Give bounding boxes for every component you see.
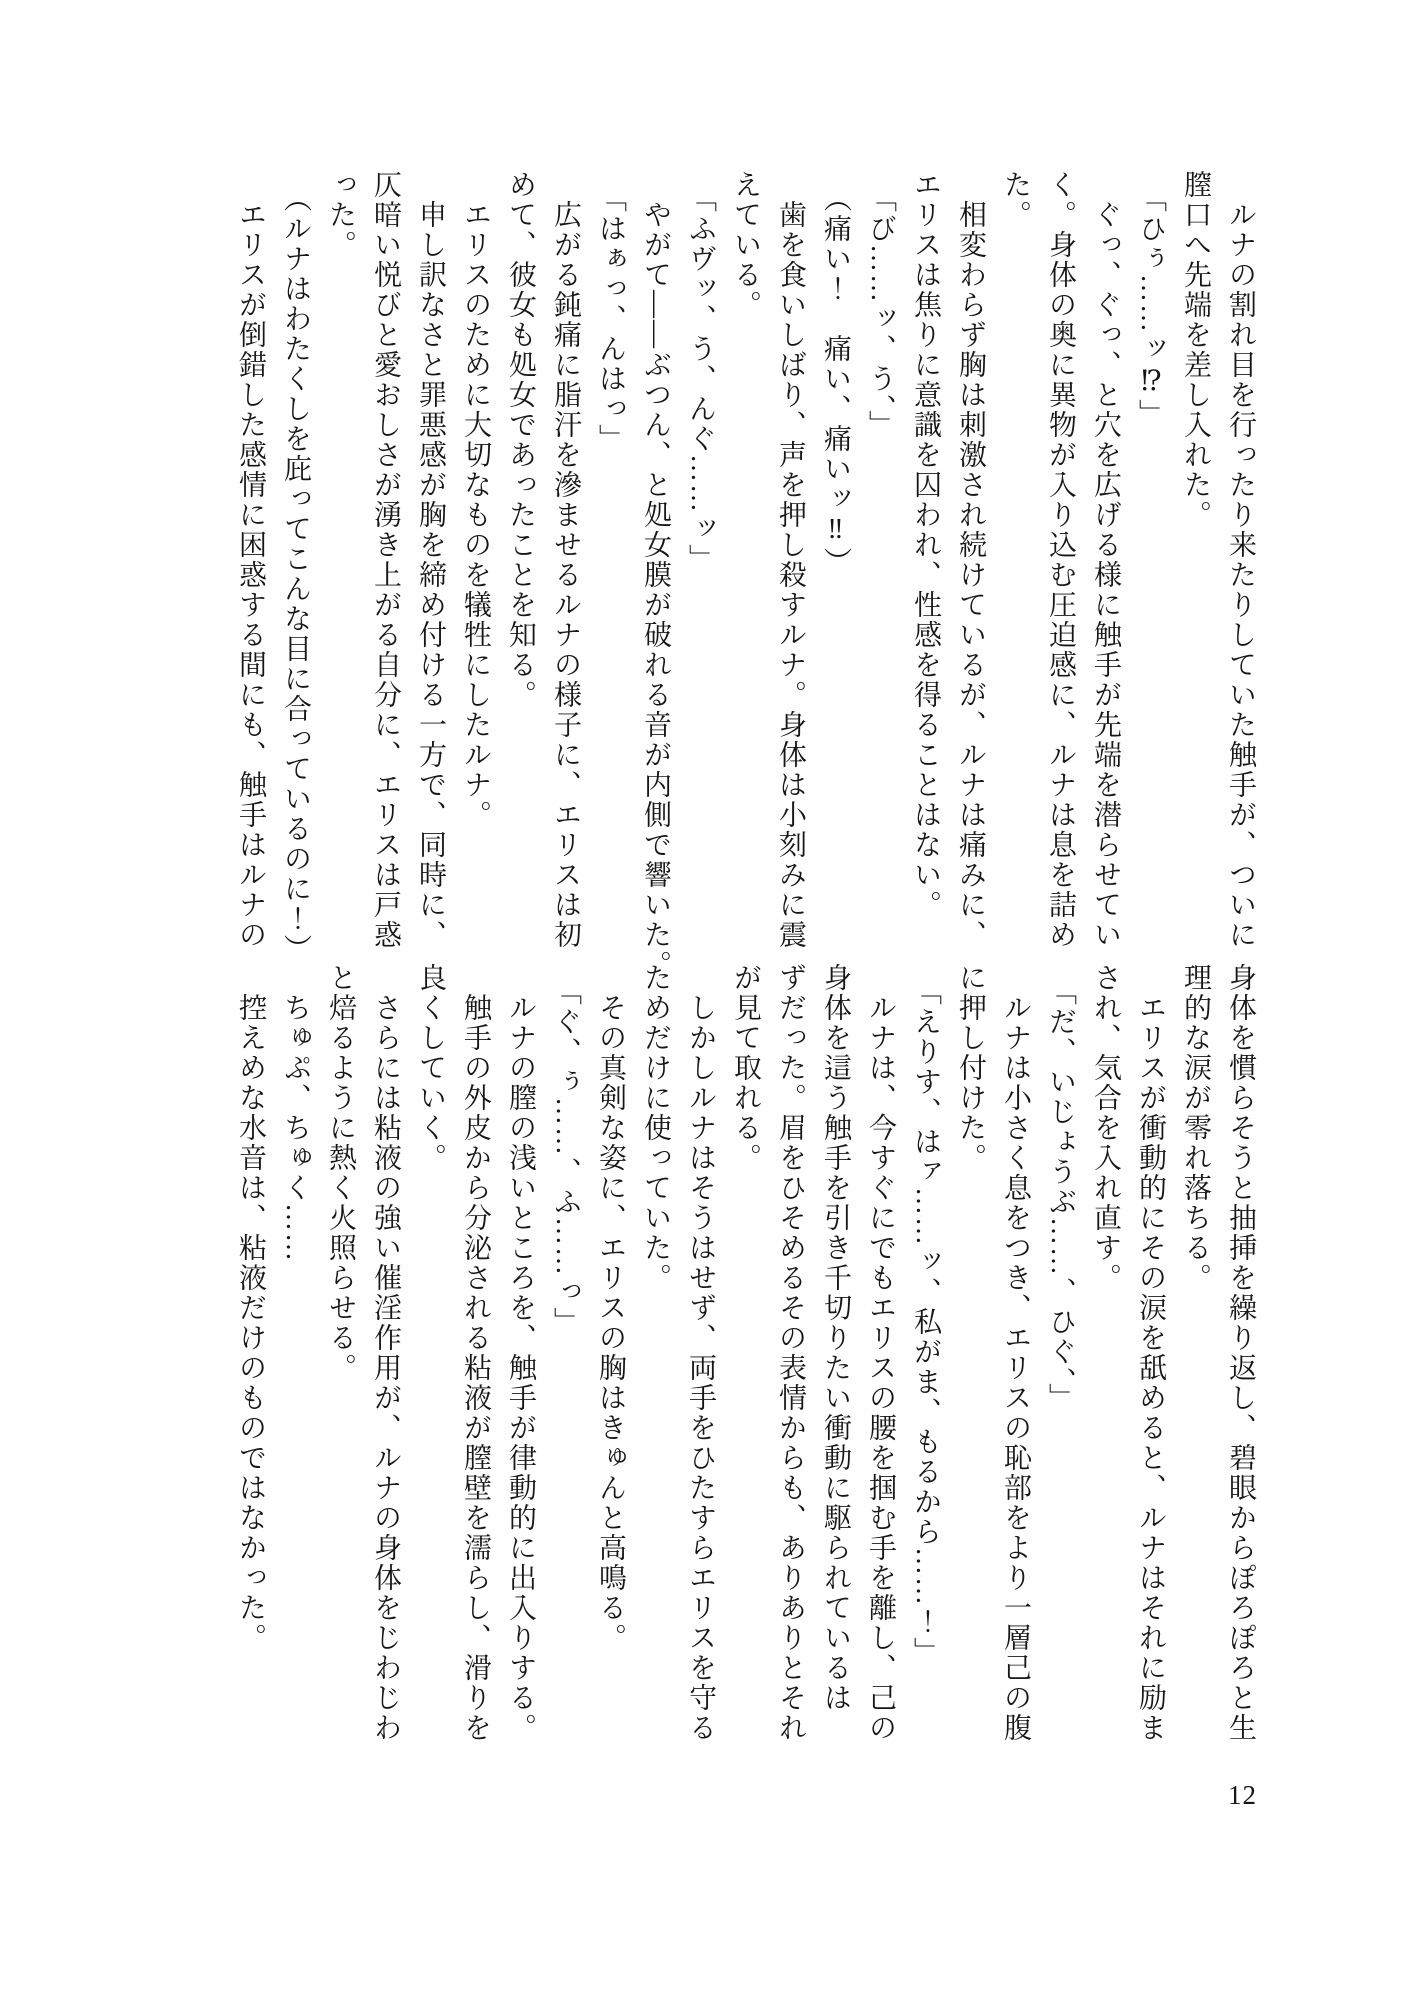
text-column: 良くしていく。 (415, 963, 446, 1173)
text-column: ルナは小さく息をつき、エリスの恥部をより一層己の腹 (1000, 963, 1031, 1743)
text-column: エリスのために大切なものを犠牲にしたルナ。 (460, 170, 491, 830)
text-column: えている。 (730, 170, 761, 320)
text-column: 理的な涙が零れ落ちる。 (1180, 963, 1211, 1293)
text-column: ちゅぷ、ちゅく…… (280, 963, 311, 1263)
text-column: に押し付けた。 (955, 963, 986, 1173)
text-column: （痛い！ 痛い、痛いッ‼） (820, 184, 851, 577)
text-column: く。身体の奥に異物が入り込む圧迫感に、ルナは息を詰め (1045, 170, 1076, 950)
text-column: 身体を慣らそうと抽挿を繰り返し、碧眼からぽろぽろと生 (1225, 963, 1256, 1743)
text-column: 広がる鈍痛に脂汗を滲ませるルナの様子に、エリスは初 (550, 170, 581, 950)
text-column: た。 (1000, 170, 1031, 230)
text-column: ルナの膣の浅いところを、触手が律動的に出入りする。 (505, 963, 536, 1743)
text-column: めて、彼女も処女であったことを知る。 (505, 170, 536, 710)
text-column: やがて――ぶつん、と処女膜が破れる音が内側で響いた。 (640, 170, 671, 980)
text-column: （ルナはわたくしを庇ってこんな目に合っているのに！） (280, 184, 311, 964)
text-column: 控えめな水音は、粘液だけのものではなかった。 (235, 963, 266, 1653)
text-column: 身体を這う触手を引き千切りたい衝動に駆られているは (820, 963, 851, 1713)
text-column: 「ぐ、ぅ……、ふ……っ」 (550, 977, 581, 1337)
text-column: 申し訳なさと罪悪感が胸を締め付ける一方で、同時に、 (415, 170, 446, 950)
text-column: ぐっ、ぐっ、と穴を広げる様に触手が先端を潜らせてい (1090, 170, 1121, 950)
top-text-block (228, 170, 1263, 980)
text-column: され、気合を入れ直す。 (1090, 963, 1121, 1293)
text-column: その真剣な姿に、エリスの胸はきゅんと高鳴る。 (595, 963, 626, 1653)
text-column: エリスが倒錯した感情に困惑する間にも、触手はルナの (235, 170, 266, 950)
text-column: ルナの割れ目を行ったり来たりしていた触手が、ついに (1225, 170, 1256, 950)
text-column: 歯を食いしばり、声を押し殺すルナ。身体は小刻みに震 (775, 170, 806, 950)
text-column: が見て取れる。 (730, 963, 761, 1173)
text-column: 「ふヴッ、う、んぐ……ッ」 (685, 184, 716, 574)
text-column: ルナは、今すぐにでもエリスの腰を掴む手を離し、己の (865, 963, 896, 1743)
text-column: エリスは焦りに意識を囚われ、性感を得ることはない。 (910, 170, 941, 920)
text-column: 「だ、いじょうぶ……、ひぐ、」 (1045, 977, 1076, 1413)
text-column: 「び……ッ、う、」 (865, 184, 896, 440)
text-column: ためだけに使っていた。 (640, 963, 671, 1293)
text-column: しかしルナはそうはせず、両手をひたすらエリスを守る (685, 963, 716, 1743)
text-column: さらには粘液の強い催淫作用が、ルナの身体をじわじわ (370, 963, 401, 1743)
text-column: った。 (325, 170, 356, 260)
text-column: と焙るように熱く火照らせる。 (325, 963, 356, 1383)
text-column: 「ひぅ……ッ⁉」 (1135, 184, 1166, 429)
bottom-text-block (228, 963, 1263, 1743)
text-column: 触手の外皮から分泌される粘液が膣壁を濡らし、滑りを (460, 963, 491, 1743)
text-column: 相変わらず胸は刺激され続けているが、ルナは痛みに、 (955, 170, 986, 950)
text-column: 「えりす、はァ……ッ、私がま、もるから……！」 (910, 977, 941, 1667)
text-column: 「はぁっ、んはっ」 (595, 184, 626, 454)
text-column: 膣口へ先端を差し入れた。 (1180, 170, 1211, 530)
text-column: ずだった。眉をひそめるその表情からも、ありありとそれ (775, 963, 806, 1743)
page-number: 12 (1228, 1780, 1257, 1810)
text-column: エリスが衝動的にその涙を舐めると、ルナはそれに励ま (1135, 963, 1166, 1743)
text-column: 仄暗い悦びと愛おしさが湧き上がる自分に、エリスは戸惑 (370, 170, 401, 950)
